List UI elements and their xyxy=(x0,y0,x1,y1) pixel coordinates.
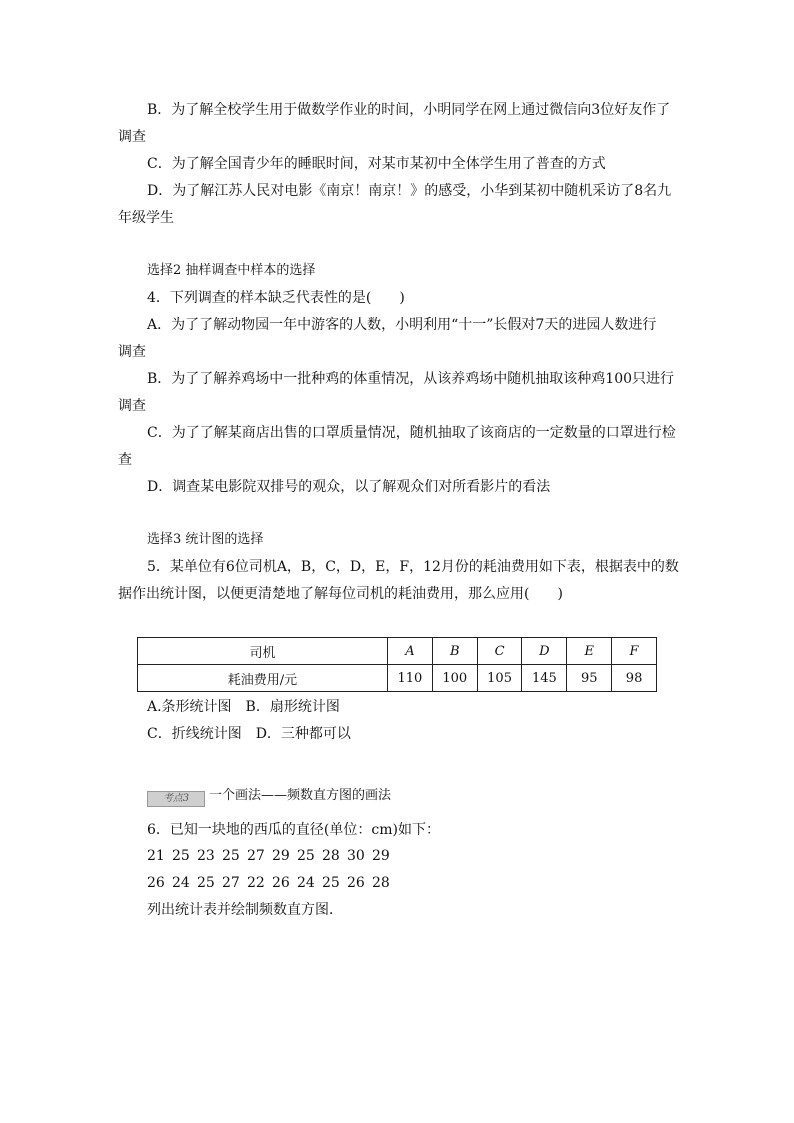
table-row-label: 耗油费用/元 xyxy=(138,665,388,692)
q4-stem: 4．下列调查的样本缺乏代表性的是( ) xyxy=(147,290,405,306)
diameter-value: 27 xyxy=(222,875,240,891)
q4-option-b-line2: 调查 xyxy=(118,398,146,414)
q3-option-c: C．为了解全国青少年的睡眠时间，对某市某初中全体学生用了普查的方式 xyxy=(147,156,606,172)
diameter-value: 26 xyxy=(347,875,365,891)
diameter-value: 23 xyxy=(197,848,215,864)
table-cell: 95 xyxy=(567,665,612,692)
section-2-title: 选择2 抽样调查中样本的选择 xyxy=(147,263,316,278)
q3-option-b-line1: B．为了解全校学生用于做数学作业的时间，小明同学在网上通过微信向3位好友作了 xyxy=(147,102,671,118)
table-cell: D xyxy=(522,638,567,665)
table-cell: 110 xyxy=(388,665,433,692)
q3-option-d-line2: 年级学生 xyxy=(118,210,174,226)
diameter-value: 29 xyxy=(372,848,390,864)
diameter-value: 25 xyxy=(297,848,315,864)
table-row xyxy=(138,638,657,665)
diameter-value: 28 xyxy=(322,848,340,864)
diameter-value: 27 xyxy=(247,848,265,864)
diameter-value: 28 xyxy=(372,875,390,891)
diameter-value: 26 xyxy=(272,875,290,891)
q5-options-line2: C．折线统计图 D．三种都可以 xyxy=(147,726,351,742)
kaodian-badge: 考点3 xyxy=(147,791,205,807)
diameter-row-2 xyxy=(147,873,397,893)
table-cell: 145 xyxy=(522,665,567,692)
diameter-value: 26 xyxy=(147,875,165,891)
q4-option-d: D．调查某电影院双排号的观众，以了解观众们对所看影片的看法 xyxy=(147,479,551,495)
q4-option-c-line2: 查 xyxy=(118,452,132,468)
diameter-value: 25 xyxy=(197,875,215,891)
table-cell: 100 xyxy=(432,665,477,692)
table-cell: B xyxy=(432,638,477,665)
diameter-row-1 xyxy=(147,846,397,866)
table-cell: A xyxy=(388,638,433,665)
table-header-label: 司机 xyxy=(138,638,388,665)
diameter-value: 24 xyxy=(297,875,315,891)
q3-option-b-line2: 调查 xyxy=(118,129,146,145)
q5-options-line1: A.条形统计图 B．扇形统计图 xyxy=(147,699,340,715)
table-row xyxy=(138,665,657,692)
diameter-value: 25 xyxy=(222,848,240,864)
table-cell: C xyxy=(477,638,522,665)
diameter-value: 22 xyxy=(247,875,265,891)
table-cell: F xyxy=(612,638,657,665)
kaodian-3-heading xyxy=(147,786,391,807)
q4-option-b-line1: B．为了了解养鸡场中一批种鸡的体重情况，从该养鸡场中随机抽取该种鸡100只进行 xyxy=(147,371,675,387)
q4-option-c-line1: C．为了了解某商店出售的口罩质量情况，随机抽取了该商店的一定数量的口罩进行检 xyxy=(147,425,676,441)
diameter-value: 25 xyxy=(322,875,340,891)
diameter-value: 25 xyxy=(172,848,190,864)
table-cell: E xyxy=(567,638,612,665)
diameter-value: 29 xyxy=(272,848,290,864)
diameter-value: 24 xyxy=(172,875,190,891)
q6-instruction: 列出统计表并绘制频数直方图． xyxy=(147,902,343,918)
fuel-cost-table xyxy=(137,637,657,692)
section-3-title: 选择3 统计图的选择 xyxy=(147,532,264,547)
table-cell: 105 xyxy=(477,665,522,692)
diameter-value: 21 xyxy=(147,848,165,864)
q3-option-d-line1: D．为了解江苏人民对电影《南京！南京！》的感受，小华到某初中随机采访了8名九 xyxy=(147,183,672,199)
q4-option-a-line1: A．为了了解动物园一年中游客的人数，小明利用“十一”长假对7天的进园人数进行 xyxy=(147,317,657,333)
q5-stem-line2: 据作出统计图，以便更清楚地了解每位司机的耗油费用，那么应用( ) xyxy=(118,586,563,602)
kaodian-3-title: 一个画法——频数直方图的画法 xyxy=(209,788,392,803)
table-cell: 98 xyxy=(612,665,657,692)
q4-option-a-line2: 调查 xyxy=(118,344,146,360)
q6-stem: 6．已知一块地的西瓜的直径(单位：cm)如下： xyxy=(147,822,440,838)
q5-stem-line1: 5．某单位有6位司机A，B，C，D，E，F，12月份的耗油费用如下表，根据表中的数 xyxy=(147,559,679,575)
diameter-value: 30 xyxy=(347,848,365,864)
